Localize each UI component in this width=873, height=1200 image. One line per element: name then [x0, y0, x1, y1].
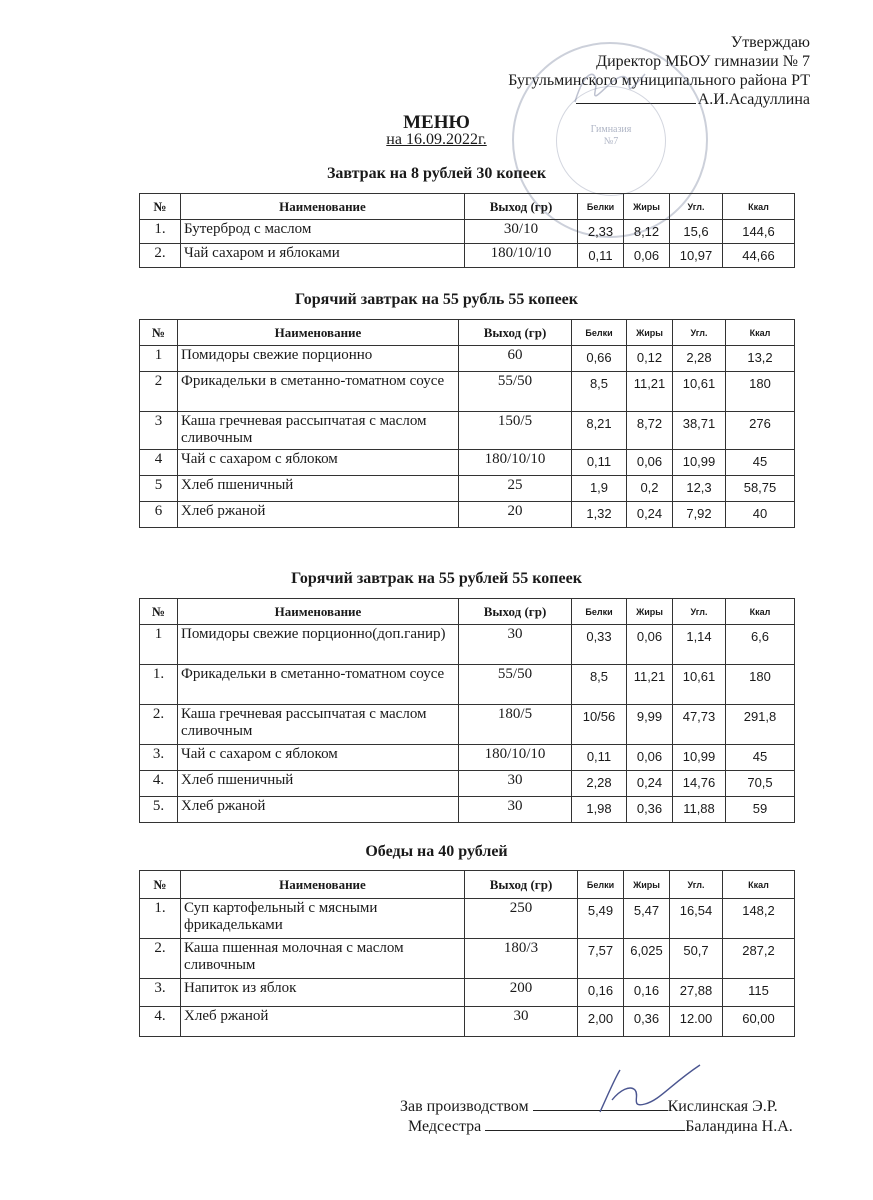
director-name: А.И.Асадуллина: [697, 91, 810, 108]
table-row: [140, 502, 795, 528]
cell-carbs: 12,3: [673, 476, 726, 502]
cell-num: 6: [140, 502, 178, 528]
cell-yield: 30/10: [465, 220, 578, 244]
header-name: Наименование: [181, 871, 465, 899]
cell-num: 5.: [140, 797, 178, 823]
section-title-hot-breakfast-1: Горячий завтрак на 55 рубль 55 копеек: [294, 291, 578, 308]
cell-name: Бутерброд с маслом: [181, 220, 465, 244]
nurse-signature-line: [408, 1118, 793, 1136]
cell-carbs: 47,73: [673, 705, 726, 745]
cell-carbs: 14,76: [673, 771, 726, 797]
cell-kcal: 59: [726, 797, 795, 823]
director-signature-icon: [570, 62, 650, 112]
cell-fat: 0,06: [624, 244, 670, 268]
cell-yield: 150/5: [459, 412, 572, 450]
cell-protein: 0,66: [572, 346, 627, 372]
hot-breakfast-table-1: [139, 319, 795, 528]
cell-name: Каша гречневая рассыпчатая с маслом сливочным: [178, 412, 459, 450]
header-yield: Выход (гр): [459, 599, 572, 625]
cell-yield: 20: [459, 502, 572, 528]
cell-fat: 11,21: [627, 372, 673, 412]
signature-underline: [485, 1130, 685, 1131]
cell-carbs: 27,88: [670, 979, 723, 1007]
production-label: Зав производством: [400, 1098, 529, 1115]
header-num: №: [140, 194, 181, 220]
cell-kcal: 60,00: [723, 1007, 795, 1037]
cell-protein: 0,11: [572, 745, 627, 771]
cell-num: 1: [140, 346, 178, 372]
cell-name: Напиток из яблок: [181, 979, 465, 1007]
section-title-breakfast: Завтрак на 8 рублей 30 копеек: [326, 165, 547, 182]
header-kcal: Ккал: [726, 320, 795, 346]
table-row: [140, 372, 795, 412]
cell-fat: 0,06: [627, 745, 673, 771]
cell-kcal: 6,6: [726, 625, 795, 665]
cell-fat: 6,025: [624, 939, 670, 979]
table-header-row: [140, 194, 795, 220]
table-row: [140, 797, 795, 823]
section-title-hot-breakfast-2: Горячий завтрак на 55 рублей 55 копеек: [291, 570, 582, 587]
cell-yield: 30: [459, 625, 572, 665]
table-row: [140, 476, 795, 502]
cell-yield: 55/50: [459, 665, 572, 705]
table-row: [140, 625, 795, 665]
cell-fat: 0,16: [624, 979, 670, 1007]
header-carbs: Угл.: [673, 599, 726, 625]
header-num: №: [140, 871, 181, 899]
header-protein: Белки: [578, 194, 624, 220]
cell-carbs: 1,14: [673, 625, 726, 665]
cell-yield: 30: [465, 1007, 578, 1037]
cell-carbs: 50,7: [670, 939, 723, 979]
cell-carbs: 2,28: [673, 346, 726, 372]
cell-num: 3.: [140, 745, 178, 771]
header-num: №: [140, 599, 178, 625]
nurse-name: Баландина Н.А.: [685, 1118, 793, 1135]
cell-name: Хлеб ржаной: [178, 797, 459, 823]
cell-protein: 8,21: [572, 412, 627, 450]
header-protein: Белки: [578, 871, 624, 899]
breakfast-table: [139, 193, 795, 268]
cell-kcal: 40: [726, 502, 795, 528]
table-row: [140, 346, 795, 372]
nurse-label: Медсестра: [408, 1118, 482, 1135]
cell-kcal: 45: [726, 450, 795, 476]
cell-name: Суп картофельный с мясными фрикадельками: [181, 899, 465, 939]
table-row: [140, 244, 795, 268]
cell-carbs: 16,54: [670, 899, 723, 939]
cell-name: Каша пшенная молочная с маслом сливочным: [181, 939, 465, 979]
approval-line-2: Директор МБОУ гимназии № 7: [596, 53, 810, 70]
header-yield: Выход (гр): [465, 871, 578, 899]
cell-fat: 8,72: [627, 412, 673, 450]
approval-line-1: Утверждаю: [730, 34, 810, 51]
table-row: [140, 412, 795, 450]
cell-yield: 180/3: [465, 939, 578, 979]
header-fat: Жиры: [624, 871, 670, 899]
cell-fat: 0,2: [627, 476, 673, 502]
cell-yield: 180/10/10: [459, 450, 572, 476]
cell-carbs: 12.00: [670, 1007, 723, 1037]
cell-num: 1: [140, 625, 178, 665]
cell-name: Хлеб ржаной: [181, 1007, 465, 1037]
header-carbs: Угл.: [670, 871, 723, 899]
cell-protein: 8,5: [572, 665, 627, 705]
table-row: [140, 939, 795, 979]
cell-yield: 180/10/10: [465, 244, 578, 268]
cell-name: Хлеб пшеничный: [178, 476, 459, 502]
cell-name: Чай с сахаром с яблоком: [178, 745, 459, 771]
table-row: [140, 745, 795, 771]
cell-num: 3: [140, 412, 178, 450]
approval-line-3: Бугульминского муниципального района РТ: [508, 72, 810, 89]
cell-protein: 2,00: [578, 1007, 624, 1037]
cell-kcal: 70,5: [726, 771, 795, 797]
cell-yield: 250: [465, 899, 578, 939]
cell-num: 4.: [140, 1007, 181, 1037]
table-row: [140, 450, 795, 476]
table-header-row: [140, 599, 795, 625]
cell-fat: 0,24: [627, 771, 673, 797]
header-name: Наименование: [178, 320, 459, 346]
header-fat: Жиры: [624, 194, 670, 220]
cell-name: Чай сахаром и яблоками: [181, 244, 465, 268]
header-name: Наименование: [181, 194, 465, 220]
cell-yield: 55/50: [459, 372, 572, 412]
cell-yield: 30: [459, 797, 572, 823]
production-signature-line: [400, 1098, 778, 1116]
header-carbs: Угл.: [673, 320, 726, 346]
header-yield: Выход (гр): [465, 194, 578, 220]
header-fat: Жиры: [627, 320, 673, 346]
table-row: [140, 899, 795, 939]
cell-num: 5: [140, 476, 178, 502]
cell-yield: 60: [459, 346, 572, 372]
cell-kcal: 44,66: [723, 244, 795, 268]
menu-date-text: на 16.09.2022г.: [386, 131, 487, 148]
table-row: [140, 665, 795, 705]
cell-fat: 0,36: [627, 797, 673, 823]
section-title-lunch: Обеды на 40 рублей: [365, 843, 508, 860]
cell-num: 1.: [140, 665, 178, 705]
cell-carbs: 38,71: [673, 412, 726, 450]
header-fat: Жиры: [627, 599, 673, 625]
header-kcal: Ккал: [726, 599, 795, 625]
cell-num: 4: [140, 450, 178, 476]
cell-protein: 1,9: [572, 476, 627, 502]
cell-kcal: 291,8: [726, 705, 795, 745]
cell-protein: 0,11: [572, 450, 627, 476]
cell-kcal: 148,2: [723, 899, 795, 939]
cell-fat: 9,99: [627, 705, 673, 745]
cell-kcal: 287,2: [723, 939, 795, 979]
cell-fat: 0,36: [624, 1007, 670, 1037]
header-name: Наименование: [178, 599, 459, 625]
cell-name: Каша гречневая рассыпчатая с маслом сливочным: [178, 705, 459, 745]
table-row: [140, 1007, 795, 1037]
lunch-table: [139, 870, 795, 1037]
cell-fat: 0,12: [627, 346, 673, 372]
cell-carbs: 10,61: [673, 665, 726, 705]
cell-name: Хлеб пшеничный: [178, 771, 459, 797]
cell-protein: 8,5: [572, 372, 627, 412]
cell-protein: 2,28: [572, 771, 627, 797]
cell-protein: 10/56: [572, 705, 627, 745]
cell-fat: 5,47: [624, 899, 670, 939]
header-kcal: Ккал: [723, 871, 795, 899]
cell-kcal: 276: [726, 412, 795, 450]
cell-yield: 25: [459, 476, 572, 502]
cell-yield: 30: [459, 771, 572, 797]
stamp-center-text: Гимназия №7: [590, 124, 632, 147]
cell-fat: 0,06: [627, 450, 673, 476]
cell-kcal: 45: [726, 745, 795, 771]
production-name: Кислинская Э.Р.: [667, 1098, 778, 1115]
cell-protein: 1,32: [572, 502, 627, 528]
cell-fat: 0,24: [627, 502, 673, 528]
cell-name: Фрикадельки в сметанно-томатном соусе: [178, 665, 459, 705]
cell-protein: 2,33: [578, 220, 624, 244]
cell-num: 3.: [140, 979, 181, 1007]
cell-kcal: 58,75: [726, 476, 795, 502]
table-row: [140, 771, 795, 797]
cell-name: Хлеб ржаной: [178, 502, 459, 528]
table-row: [140, 220, 795, 244]
cell-protein: 1,98: [572, 797, 627, 823]
page-title: МЕНЮ: [403, 112, 470, 133]
production-signature-icon: [590, 1060, 710, 1120]
header-protein: Белки: [572, 320, 627, 346]
cell-name: Помидоры свежие порционно: [178, 346, 459, 372]
table-row: [140, 705, 795, 745]
cell-carbs: 10,99: [673, 450, 726, 476]
header-protein: Белки: [572, 599, 627, 625]
cell-name: Фрикадельки в сметанно-томатном соусе: [178, 372, 459, 412]
cell-carbs: 10,97: [670, 244, 723, 268]
cell-fat: 0,06: [627, 625, 673, 665]
header-yield: Выход (гр): [459, 320, 572, 346]
cell-carbs: 15,6: [670, 220, 723, 244]
cell-protein: 0,11: [578, 244, 624, 268]
table-header-row: [140, 320, 795, 346]
cell-kcal: 144,6: [723, 220, 795, 244]
header-num: №: [140, 320, 178, 346]
cell-num: 1.: [140, 899, 181, 939]
cell-num: 1.: [140, 220, 181, 244]
cell-num: 2.: [140, 939, 181, 979]
menu-date: [0, 131, 873, 149]
cell-carbs: 11,88: [673, 797, 726, 823]
cell-yield: 180/10/10: [459, 745, 572, 771]
cell-carbs: 7,92: [673, 502, 726, 528]
cell-protein: 0,16: [578, 979, 624, 1007]
cell-protein: 0,33: [572, 625, 627, 665]
header-carbs: Угл.: [670, 194, 723, 220]
table-header-row: [140, 871, 795, 899]
cell-name: Помидоры свежие порционно(доп.ганир): [178, 625, 459, 665]
cell-num: 4.: [140, 771, 178, 797]
table-row: [140, 979, 795, 1007]
cell-fat: 8,12: [624, 220, 670, 244]
cell-yield: 200: [465, 979, 578, 1007]
cell-carbs: 10,99: [673, 745, 726, 771]
cell-protein: 7,57: [578, 939, 624, 979]
cell-yield: 180/5: [459, 705, 572, 745]
cell-kcal: 115: [723, 979, 795, 1007]
cell-carbs: 10,61: [673, 372, 726, 412]
cell-name: Чай с сахаром с яблоком: [178, 450, 459, 476]
cell-kcal: 180: [726, 372, 795, 412]
hot-breakfast-table-2: [139, 598, 795, 823]
cell-kcal: 180: [726, 665, 795, 705]
cell-kcal: 13,2: [726, 346, 795, 372]
header-kcal: Ккал: [723, 194, 795, 220]
cell-num: 2: [140, 372, 178, 412]
cell-num: 2.: [140, 244, 181, 268]
cell-fat: 11,21: [627, 665, 673, 705]
cell-num: 2.: [140, 705, 178, 745]
cell-protein: 5,49: [578, 899, 624, 939]
